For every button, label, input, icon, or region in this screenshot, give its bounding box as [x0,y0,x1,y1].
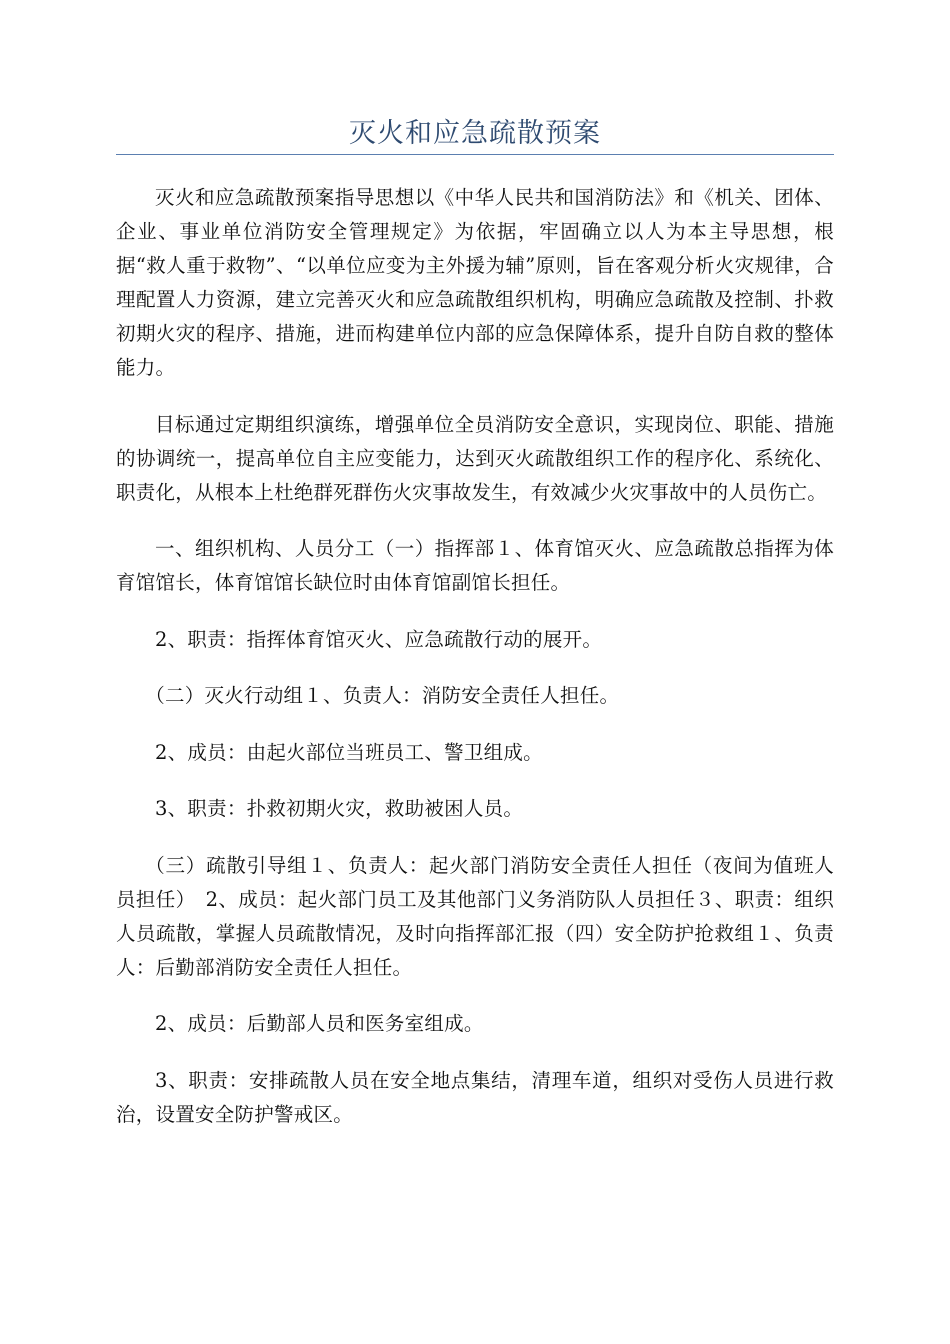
paragraph-rescue-duty: 3、职责：安排疏散人员在安全地点集结，清理车道，组织对受伤人员进行救治，设置安全防护警戒区。 [116,1068,834,1126]
paragraph-organization-command: 一、组织机构、人员分工（一）指挥部１、体育馆灭火、应急疏散总指挥为体育馆馆长，体育馆馆长缺位时由体育馆副馆长担任。 [116,537,834,594]
title-underline [116,154,834,155]
paragraph-firefighting-group: （二）灭火行动组１、负责人：消防安全责任人担任。 [145,684,620,707]
paragraph-firefighting-members: 2、成员：由起火部位当班员工、警卫组成。 [155,740,543,764]
paragraph-rescue-members: 2、成员：后勤部人员和医务室组成。 [155,1012,484,1035]
paragraph-command-duty: 2、职责：指挥体育馆灭火、应急疏散行动的展开。 [155,627,603,651]
paragraph-firefighting-duty: 3、职责：扑救初期火灾，救助被困人员。 [155,797,524,820]
document-title: 灭火和应急疏散预案 [349,118,601,149]
paragraph-guiding-principle: 灭火和应急疏散预案指导思想以《中华人民共和国消防法》和《机关、团体、企业、事业单位消防安全管理规定》为依据，牢固确立以人为本主导思想，根据“救人重于救物”、“以单位应变为主外援为辅”原则，旨在客观分析火灾规律，合理配置人力资源，建立完善灭火和应急疏散组织机构，明确应急疏散及控制、扑救初期火灾的程序、措施，进而构建单位内部的应急保障体系，提升自防自救的整体能力。 [116,186,834,379]
paragraph-evacuation-group: （三）疏散引导组１、负责人：起火部门消防安全责任人担任（夜间为值班人员担任） 2、成员：起火部门员工及其他部门义务消防队人员担任３、职责：组织人员疏散，掌握人员疏散情况，及时向指挥部汇报（四）安全防护抢救组１、负责人：后勤部消防安全责任人担任。 [116,853,834,979]
paragraph-objective: 目标通过定期组织演练，增强单位全员消防安全意识，实现岗位、职能、措施的协调统一，提高单位自主应变能力，达到灭火疏散组织工作的程序化、系统化、职责化，从根本上杜绝群死群伤火灾事故发生，有效减少火灾事故中的人员伤亡。 [116,412,834,504]
document-body [116,181,834,1154]
